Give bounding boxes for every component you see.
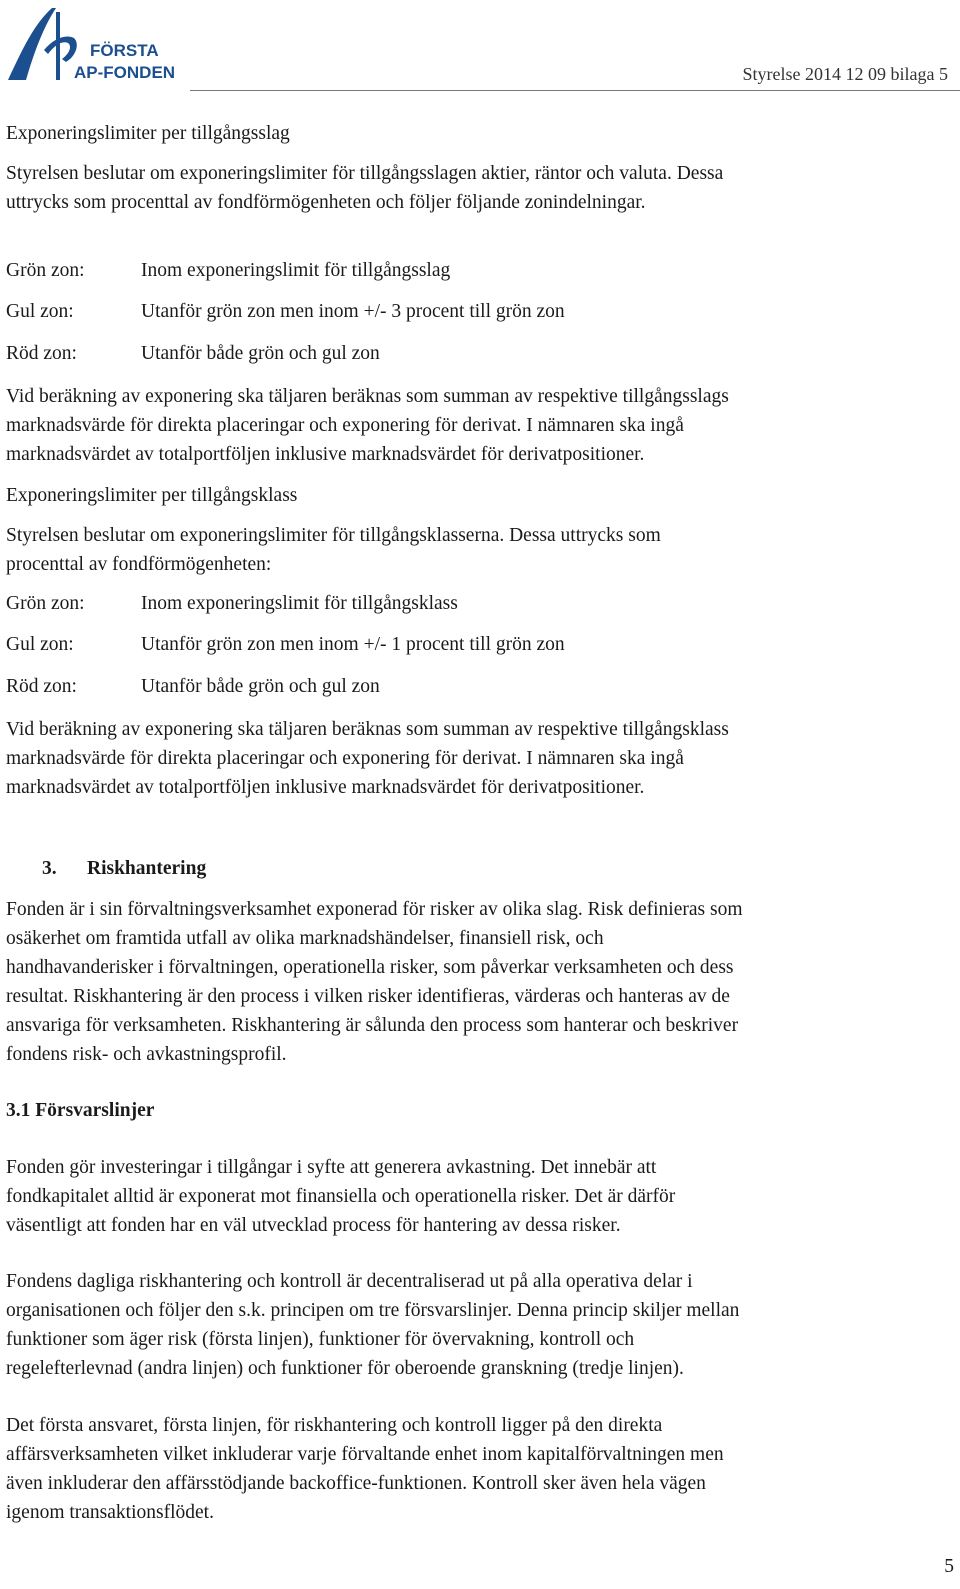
paragraph-line: marknadsvärde för direkta placeringar och exponering för derivat. I nämnaren ska ingå: [6, 748, 684, 769]
paragraph-line: affärsverksamheten vilket inkluderar varje förvaltande enhet inom kapitalförvaltningen men: [6, 1444, 724, 1465]
section-number: 3.: [42, 858, 57, 879]
document-reference: Styrelse 2014 12 09 bilaga 5: [742, 64, 948, 84]
zone-text-yellow: Utanför grön zon men inom +/- 1 procent till grön zon: [141, 634, 565, 655]
paragraph-line: regelefterlevnad (andra linjen) och funktioner för oberoende granskning (tredje linjen).: [6, 1358, 684, 1379]
logo-text-line1: FÖRSTA: [90, 41, 159, 60]
paragraph-line: procenttal av fondförmögenheten:: [6, 554, 272, 575]
paragraph-line: Styrelsen beslutar om exponeringslimiter för tillgångsslagen aktier, räntor och valuta. Dessa: [6, 163, 724, 184]
zone-text-green: Inom exponeringslimit för tillgångsklass: [141, 593, 458, 614]
zone-label-yellow: Gul zon:: [6, 634, 74, 655]
page-number: 5: [944, 1556, 954, 1577]
paragraph-line: Fonden gör investeringar i tillgångar i syfte att generera avkastning. Det innebär att: [6, 1157, 657, 1178]
zone-text-red: Utanför både grön och gul zon: [141, 343, 380, 364]
section-heading-asset-classes: Exponeringslimiter per tillgångsklass: [6, 485, 298, 506]
paragraph-line: ansvariga för verksamheten. Riskhantering är sålunda den process som hanterar och beskriver: [6, 1015, 739, 1036]
section-title: Riskhantering: [87, 858, 207, 879]
paragraph-line: marknadsvärdet av totalportföljen inklusive marknadsvärdet för derivatpositioner.: [6, 777, 645, 798]
zone-label-red: Röd zon:: [6, 343, 77, 364]
paragraph-line: Fondens dagliga riskhantering och kontroll är decentraliserad ut på alla operativa delar i: [6, 1271, 693, 1292]
paragraph-line: organisationen och följer den s.k. principen om tre försvarslinjer. Denna princip skiljer mellan: [6, 1300, 740, 1321]
paragraph-line: fondens risk- och avkastningsprofil.: [6, 1044, 287, 1065]
paragraph-line: uttrycks som procenttal av fondförmögenheten och följer följande zonindelningar.: [6, 192, 646, 213]
paragraph-line: funktioner som äger risk (första linjen), funktioner för övervakning, kontroll och: [6, 1329, 635, 1350]
zone-label-red: Röd zon:: [6, 676, 77, 697]
paragraph-line: Fonden är i sin förvaltningsverksamhet exponerad för risker av olika slag. Risk definieras som: [6, 899, 743, 920]
section-heading-asset-types: Exponeringslimiter per tillgångsslag: [6, 123, 290, 144]
paragraph-line: marknadsvärdet av totalportföljen inklusive marknadsvärdet för derivatpositioner.: [6, 444, 645, 465]
zone-text-green: Inom exponeringslimit för tillgångsslag: [141, 260, 451, 281]
zone-label-green: Grön zon:: [6, 260, 85, 281]
paragraph-line: väsentligt att fonden har en väl utvecklad process för hantering av dessa risker.: [6, 1215, 621, 1236]
paragraph-line: Det första ansvaret, första linjen, för riskhantering och kontroll ligger på den direkta: [6, 1415, 663, 1436]
forsta-ap-fonden-logo: [4, 4, 194, 82]
logo-text-line2: AP-FONDEN: [74, 63, 176, 82]
subsection-title: 3.1 Försvarslinjer: [6, 1100, 155, 1121]
paragraph-line: Vid beräkning av exponering ska täljaren beräknas som summan av respektive tillgångsklass: [6, 719, 729, 740]
paragraph-line: Vid beräkning av exponering ska täljaren beräknas som summan av respektive tillgångsslags: [6, 386, 729, 407]
paragraph-line: Styrelsen beslutar om exponeringslimiter för tillgångsklasserna. Dessa uttrycks som: [6, 525, 661, 546]
paragraph-line: resultat. Riskhantering är den process i vilken risker identifieras, värderas och hanteras av de: [6, 986, 730, 1007]
paragraph-line: osäkerhet om framtida utfall av olika marknadshändelser, finansiell risk, och: [6, 928, 604, 949]
paragraph-line: igenom transaktionsflödet.: [6, 1502, 214, 1523]
paragraph-line: marknadsvärde för direkta placeringar och exponering för derivat. I nämnaren ska ingå: [6, 415, 684, 436]
paragraph-line: handhavanderisker i förvaltningen, operationella risker, som påverkar verksamheten och dess: [6, 957, 734, 978]
zone-label-yellow: Gul zon:: [6, 301, 74, 322]
paragraph-line: fondkapitalet alltid är exponerat mot finansiella och operationella risker. Det är därför: [6, 1186, 676, 1207]
zone-text-red: Utanför både grön och gul zon: [141, 676, 380, 697]
header-divider: [190, 90, 960, 91]
paragraph-line: även inkluderar den affärsstödjande backoffice-funktionen. Kontroll sker även hela vägen: [6, 1473, 706, 1494]
zone-label-green: Grön zon:: [6, 593, 85, 614]
zone-text-yellow: Utanför grön zon men inom +/- 3 procent till grön zon: [141, 301, 565, 322]
